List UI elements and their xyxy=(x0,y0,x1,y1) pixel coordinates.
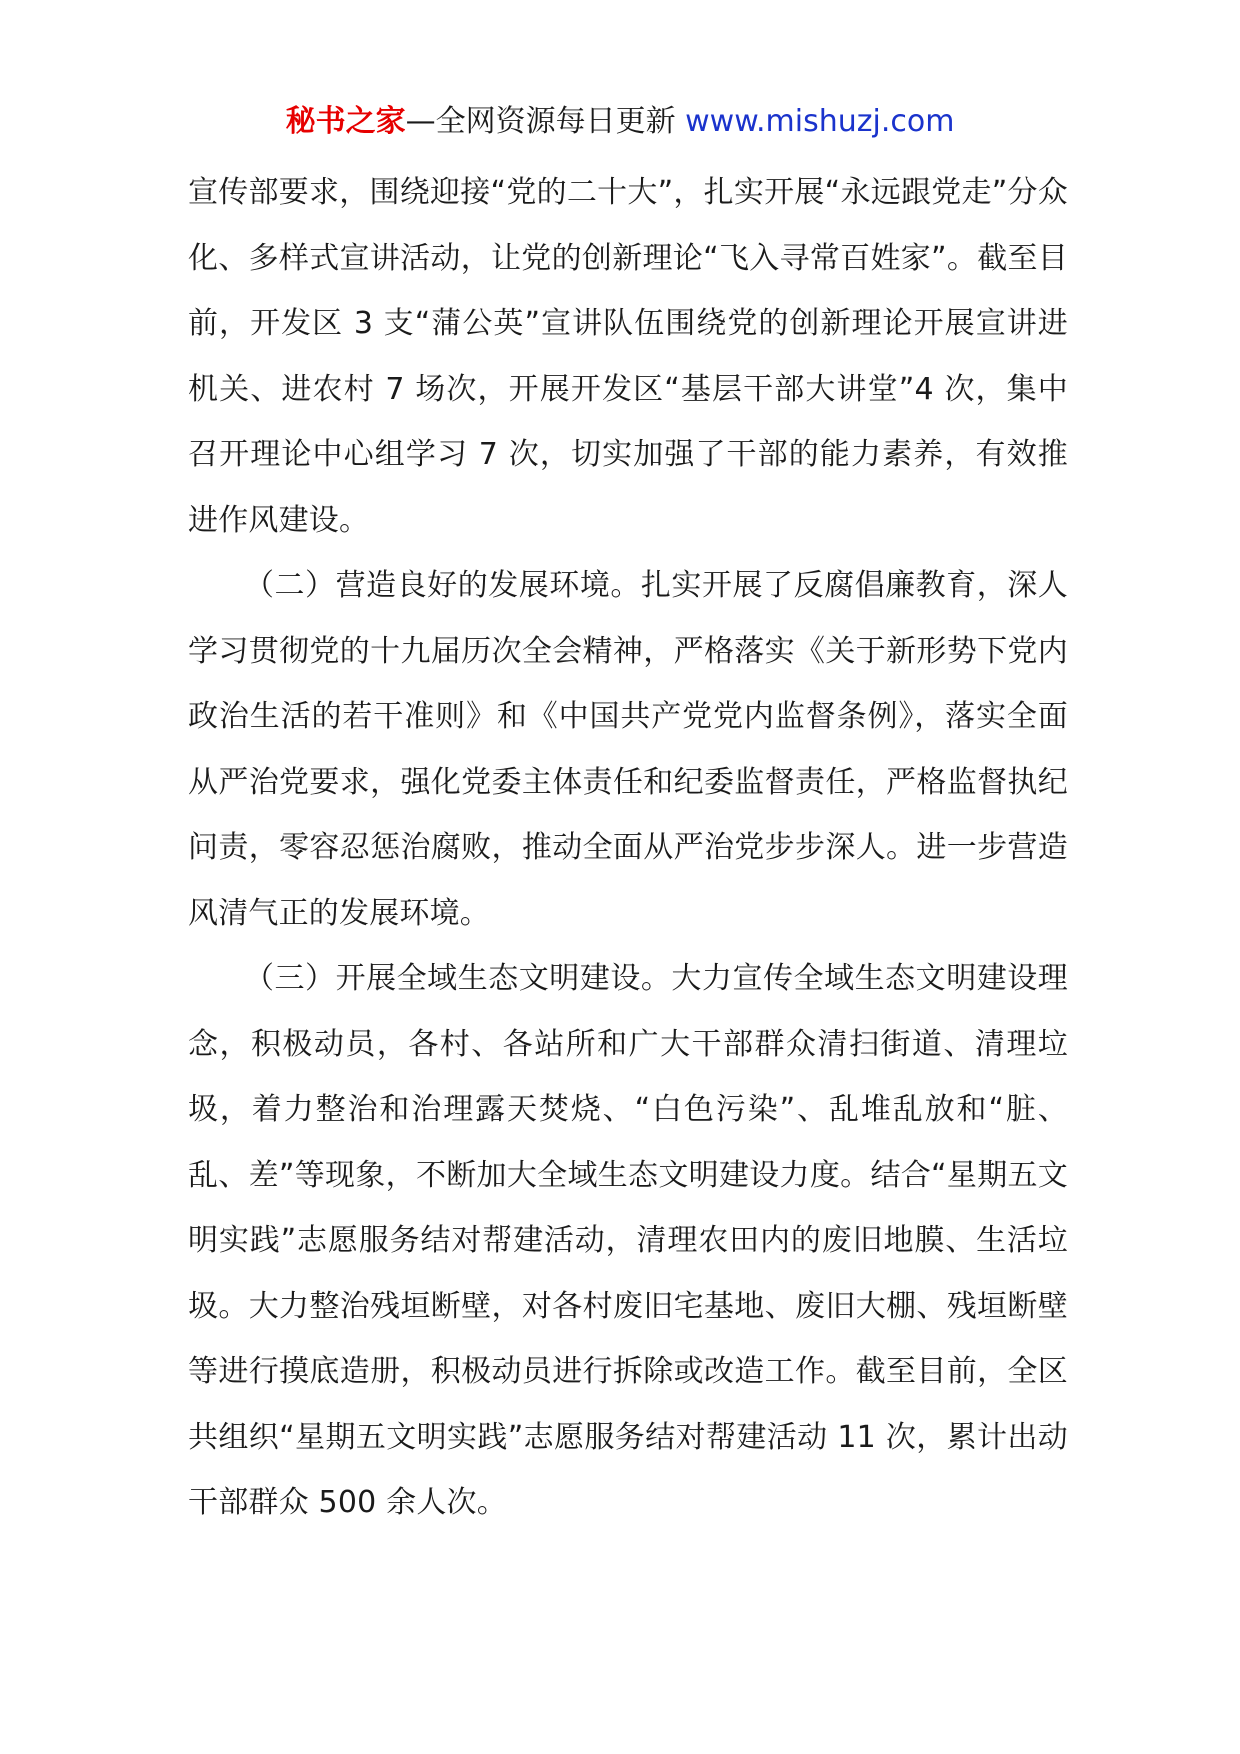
document-body xyxy=(188,160,1068,1536)
brand-name: 秘书之家 xyxy=(285,104,406,139)
header-tagline: —全网资源每日更新 xyxy=(405,104,686,139)
site-url-link[interactable]: www.mishuzj.com xyxy=(685,104,955,139)
site-header xyxy=(0,100,1240,144)
paragraph-continuation: 宣传部要求，围绕迎接“党的二十大”，扎实开展“永远跟党走”分众化、多样式宣讲活动，让党的创新理论“飞入寻常百姓家”。截至目前，开发区 3 支“蒲公英”宣讲队伍围绕党的创新理论开展宣讲进机关、进农村 7 场次，开展开发区“基层干部大讲堂”4 次，集中召开理论中心组学习 7 次，切实加强了干部的能力素养，有效推进作风建设。 xyxy=(188,175,1068,538)
paragraph-section-two: （二）营造良好的发展环境。扎实开展了反腐倡廉教育，深人学习贯彻党的十九届历次全会精神，严格落实《关于新形势下党内政治生活的若干准则》和《中国共产党党内监督条例》，落实全面从严治党要求，强化党委主体责任和纪委监督责任，严格监督执纪问责，零容忍惩治腐败，推动全面从严治党步步深人。进一步营造风清气正的发展环境。 xyxy=(188,568,1068,931)
paragraph-section-three: （三）开展全域生态文明建设。大力宣传全域生态文明建设理念，积极动员，各村、各站所和广大干部群众清扫街道、清理垃圾，着力整治和治理露天焚烧、“白色污染”、乱堆乱放和“脏、乱、差”等现象，不断加大全域生态文明建设力度。结合“星期五文明实践”志愿服务结对帮建活动，清理农田内的废旧地膜、生活垃圾。大力整治残垣断壁，对各村废旧宅基地、废旧大棚、残垣断壁等进行摸底造册，积极动员进行拆除或改造工作。截至目前，全区共组织“星期五文明实践”志愿服务结对帮建活动 11 次，累计出动干部群众 500 余人次。 xyxy=(188,961,1068,1520)
